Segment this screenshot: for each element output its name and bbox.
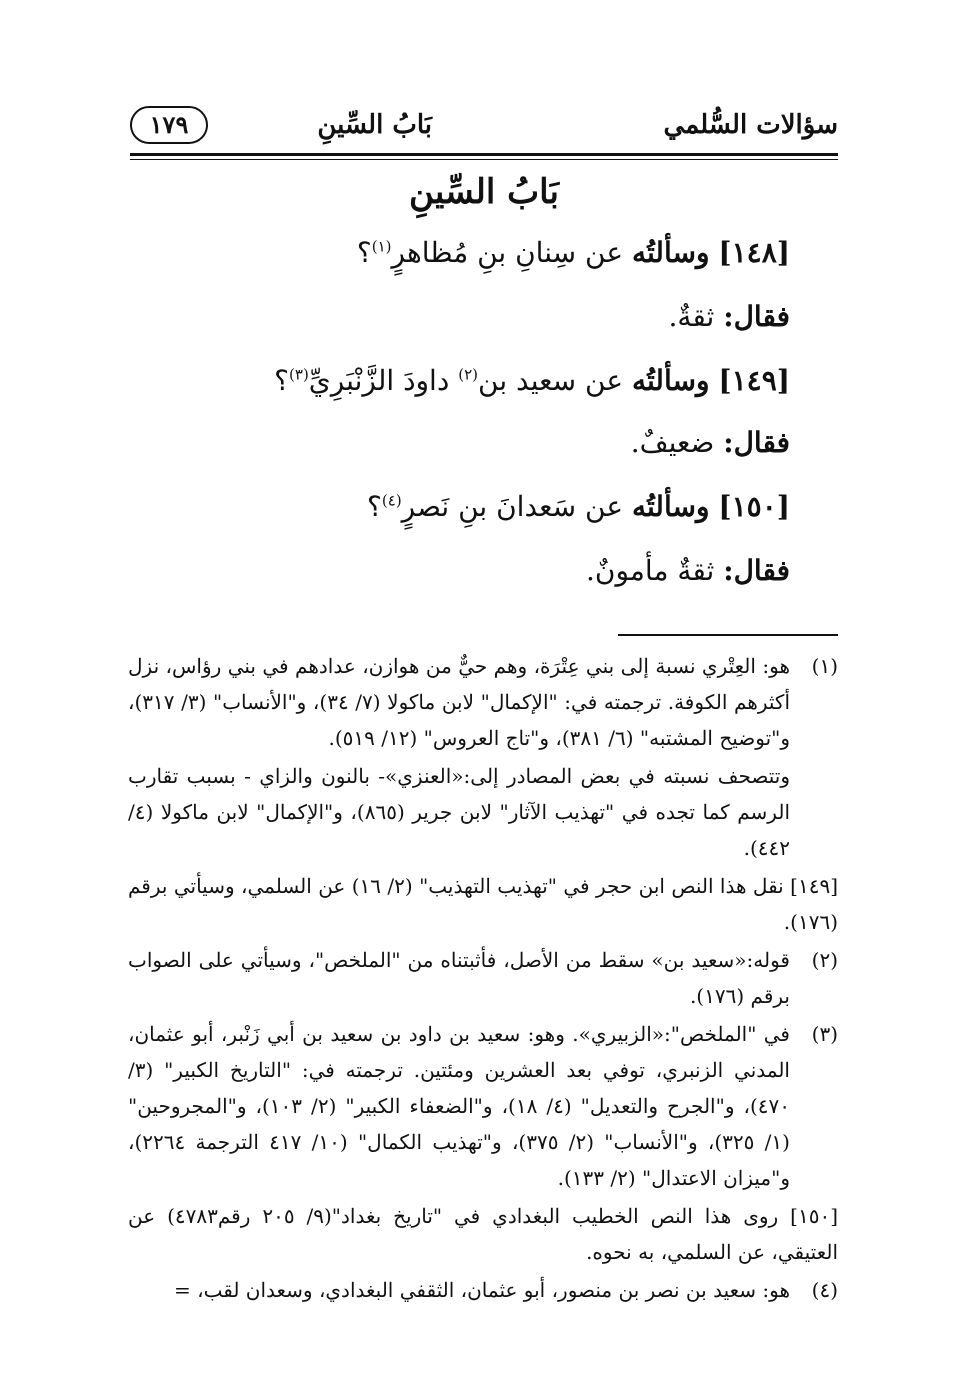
- book-title: سؤالات السُّلمي: [663, 110, 838, 140]
- entry-lead: وسألتُه: [631, 490, 710, 523]
- footnote-ref: (١): [371, 237, 392, 256]
- entry-lead: وسألتُه: [631, 364, 710, 397]
- footnote-ref: (٤): [381, 491, 402, 510]
- entry-149-question: [274, 364, 790, 397]
- footnote-marker: (١): [811, 654, 838, 678]
- footnote-marker: [١٥٠]: [790, 1204, 839, 1228]
- footnote-ref: (٢): [458, 365, 478, 384]
- entry-number: [١٤٩]: [718, 364, 790, 397]
- header-section-title: بَابُ السِّينِ: [317, 110, 432, 140]
- footnote-text: نقل هذا النص ابن حجر في "تهذيب التهذيب" (٢/ ١٦) عن السلمي، وسيأتي برقم (١٧٦).: [128, 874, 838, 934]
- footnote-150: [128, 1198, 838, 1270]
- footnote-3: [128, 1016, 838, 1196]
- entry-text-2: داودَ الزَّنْبَرِيِّ: [308, 364, 450, 397]
- header-rule-thin: [130, 159, 838, 160]
- entry-text: عن سعيد بن: [478, 364, 624, 397]
- entry-text: عن سِنانِ بنِ مُظاهرٍ: [391, 236, 624, 269]
- footnote-text: هو: سعيد بن نصر بن منصور، أبو عثمان، الثقفي البغدادي، وسعدان لقب، =: [174, 1278, 790, 1302]
- entry-number: [١٥٠]: [718, 490, 790, 523]
- answer-lead: فقال:: [723, 300, 790, 333]
- footnote-text: هو: العِتْري نسبة إلى بني عِتْرَة، وهم حيٌّ من هوازن، عدادهم في بني رؤاس، نزل أكثرهم الكوفة. ترجمته في: "الإكمال" لابن ماكولا (٧/ ٣٤)، و"الأنساب" (٣/ ٣١٧)، و"توضيح المشتبه" (٦/ ٣٨١)، و"تاج العروس" (١٢/ ٥١٩).: [128, 654, 790, 750]
- footnote-marker: [١٤٩]: [790, 874, 838, 898]
- running-header: [128, 106, 838, 150]
- answer-text: ضعيفٌ.: [630, 426, 715, 459]
- chapter-title: بَابُ السِّينِ: [409, 172, 559, 212]
- footnote-marker: (٣): [811, 1022, 838, 1046]
- footnote-text: روى هذا النص الخطيب البغدادي في "تاريخ بغداد"(٩/ ٢٠٥ رقم٤٧٨٣) عن العتيقي، عن السلمي، به نحوه.: [128, 1204, 838, 1264]
- entry-148-question: [357, 236, 790, 269]
- footnote-marker: (٢): [811, 948, 838, 972]
- answer-lead: فقال:: [723, 426, 790, 459]
- entry-number: [١٤٨]: [718, 236, 790, 269]
- footnote-ref: (٣): [289, 365, 309, 384]
- answer-lead: فقال:: [723, 554, 790, 587]
- footnote-separator: [618, 634, 838, 636]
- entry-text: عن سَعدانَ بنِ نَصرٍ: [401, 490, 624, 523]
- entry-148-answer: [668, 300, 790, 333]
- entry-150-question: [367, 490, 790, 523]
- entry-end: ؟: [367, 490, 382, 523]
- answer-text: ثقةٌ.: [668, 300, 715, 333]
- footnote-1: [128, 648, 838, 756]
- entry-end: ؟: [274, 364, 290, 397]
- footnote-4: [128, 1272, 838, 1308]
- footnote-text: قوله:«سعيد بن» سقط من الأصل، فأثبتناه من "الملخص"، وسيأتي على الصواب برقم (١٧٦).: [128, 948, 790, 1008]
- entry-149-answer: [631, 426, 790, 459]
- footnote-marker: (٤): [811, 1278, 838, 1302]
- answer-text: ثقةٌ مأمونٌ.: [586, 554, 715, 587]
- footnote-1-continuation: [128, 758, 838, 866]
- entry-150-answer: [586, 554, 790, 587]
- footnote-149: [128, 868, 838, 940]
- page-number: ١٧٩: [130, 106, 208, 144]
- header-rule-thick: [130, 153, 838, 156]
- footnote-2: [128, 942, 838, 1014]
- entry-lead: وسألتُه: [631, 236, 710, 269]
- entry-end: ؟: [356, 236, 372, 269]
- footnote-text: في "الملخص":«الزبيري». وهو: سعيد بن داود بن سعيد بن أبي زَنْبر، أبو عثمان، المدني الزنبري، توفي بعد العشرين ومئتين. ترجمته في: "التاريخ الكبير" (٣/ ٤٧٠)، و"الجرح والتعديل" (٤/ ١٨)، و"الضعفاء الكبير" (٢/ ١٠٣)، و"المجروحين" (١/ ٣٢٥)، و"الأنساب" (٢/ ٣٧٥)، و"تهذيب الكمال" (١٠/ ٤١٧ الترجمة ٢٢٦٤)، و"ميزان الاعتدال" (٢/ ١٣٣).: [128, 1022, 790, 1190]
- footnote-text: وتتصحف نسبته في بعض المصادر إلى:«العنزي»- بالنون والزاي - بسبب تقارب الرسم كما تجده في "تهذيب الآثار" لابن جرير (٨٦٥)، و"الإكمال" لابن ماكولا (٤/ ٤٤٢).: [128, 764, 790, 860]
- footnotes: [128, 648, 838, 1310]
